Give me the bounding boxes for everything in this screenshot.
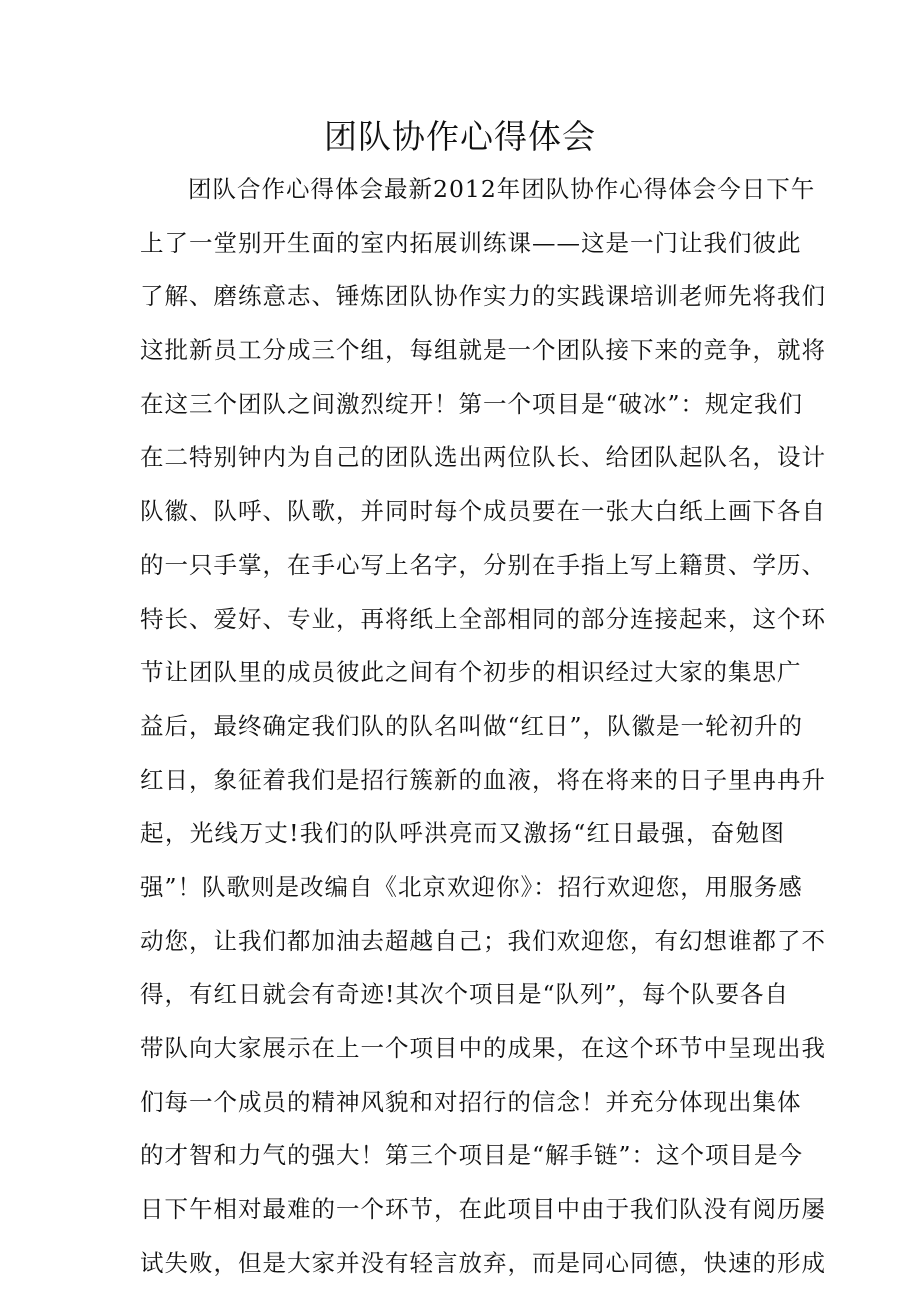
body-line: 日下午相对最难的一个环节，在此项目中由于我们队没有阅历屡	[140, 1195, 826, 1224]
body-line: 带队向大家展示在上一个项目中的成果，在这个环节中呈现出我	[140, 1034, 826, 1062]
body-line: 强”！队歌则是改编自《北京欢迎你》：招行欢迎您，用服务感	[140, 872, 803, 901]
body-line: 节让团队里的成员彼此之间有个初步的相识经过大家的集思广	[140, 658, 802, 687]
document-body	[140, 163, 826, 1290]
body-line: 试失败，但是大家并没有轻言放弃，而是同心同德，快速的形成	[140, 1248, 826, 1277]
document-title: 团队协作心得体会	[324, 117, 596, 156]
body-line: 在这三个团队之间激烈绽开！第一个项目是“破冰”：规定我们	[140, 389, 804, 418]
body-line: 特长、爱好、专业，再将纸上全部相同的部分连接起来，这个环	[140, 604, 826, 633]
body-line: 上了一堂别开生面的室内拓展训练课——这是一门让我们彼此	[140, 228, 802, 257]
body-line: 动您，让我们都加油去超越自己；我们欢迎您，有幻想谁都了不	[140, 926, 826, 955]
body-line: 队徽、队呼、队歌，并同时每个成员要在一张大白纸上画下各自	[140, 497, 826, 526]
body-line: 红日，象征着我们是招行簇新的血液，将在将来的日子里冉冉升	[140, 765, 826, 794]
body-line: 的一只手掌，在手心写上名字，分别在手指上写上籍贯、学历、	[140, 550, 826, 579]
body-line: 在二特别钟内为自己的团队选出两位队长、给团队起队名，设计	[140, 443, 826, 472]
body-line: 得，有红日就会有奇迹!其次个项目是“队列”，每个队要各自	[140, 980, 789, 1009]
body-line: 益后，最终确定我们队的队名叫做“红日”，队徽是一轮初升的	[140, 711, 804, 740]
body-line: 起，光线万丈!我们的队呼洪亮而又激扬“红日最强，奋勉图	[140, 819, 785, 848]
body-line: 团队合作心得体会最新2012年团队协作心得体会今日下午	[188, 175, 816, 203]
body-line: 们每一个成员的精神风貌和对招行的信念！并充分体现出集体	[140, 1087, 802, 1116]
body-line: 的才智和力气的强大！第三个项目是“解手链”：这个项目是今	[140, 1141, 804, 1170]
body-line: 这批新员工分成三个组，每组就是一个团队接下来的竞争，就将	[140, 336, 826, 365]
body-line: 了解、磨练意志、锤炼团队协作实力的实践课培训老师先将我们	[140, 282, 826, 311]
